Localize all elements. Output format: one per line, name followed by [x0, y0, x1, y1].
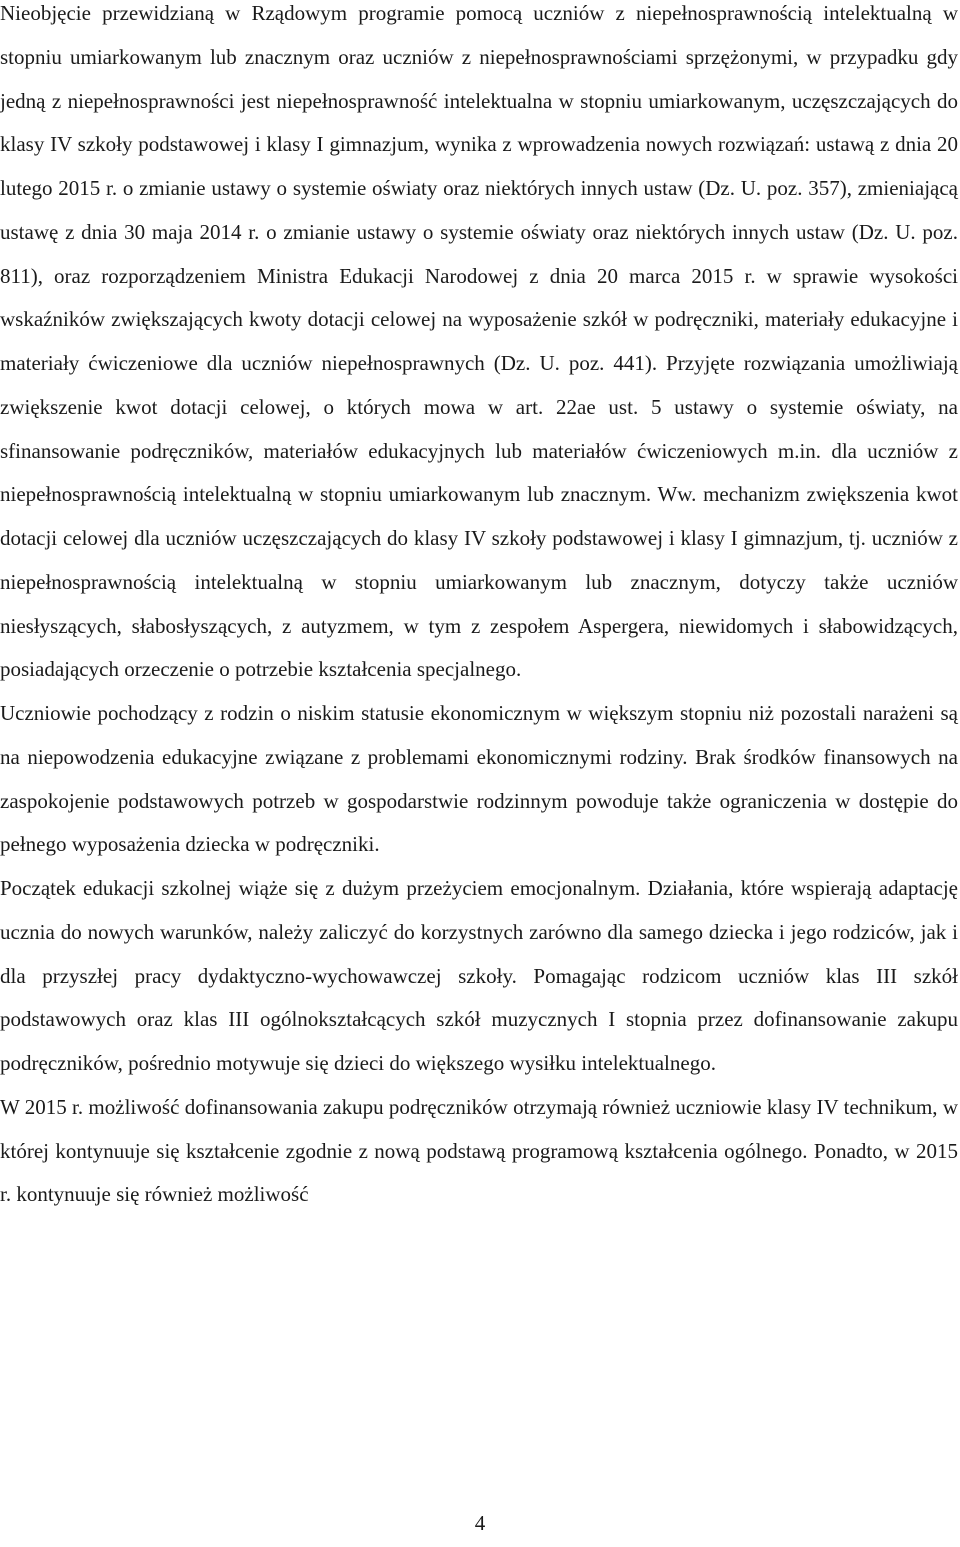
paragraph-4: W 2015 r. możliwość dofinansowania zakupu podręczników otrzymają również uczniowie klasy IV technikum, w której kontynuuje się kształcenie zgodnie z nową podstawą programową kształcenia ogólnego. Ponadto, w 2015 r. kontynuuje się również możliwość — [0, 1094, 958, 1207]
paragraph-3: Początek edukacji szkolnej wiąże się z dużym przeżyciem emocjonalnym. Działania, które wspierają adaptację ucznia do nowych warunków, należy zaliczyć do korzystnych zarówno dla samego dziecka i jego rodziców, jak i dla przyszłej pracy dydaktyczno-wychowawczej szkoły. Pomagając rodzicom uczniów klas III szkół podstawowych oraz klas III ogólnokształcących szkół muzycznych I stopnia przez dofinansowanie zakupu podręczników, pośrednio motywuje się dzieci do większego wysiłku intelektualnego. — [0, 876, 958, 1075]
paragraph-1: Nieobjęcie przewidzianą w Rządowym programie pomocą uczniów z niepełnosprawnością intelektualną w stopniu umiarkowanym lub znacznym oraz uczniów z niepełnosprawnościami sprzężonymi, w przypadku gdy jedną z niepełnosprawności jest niepełnosprawność intelektualna w stopniu umiarkowanym, uczęszczających do klasy IV szkoły podstawowej i klasy I gimnazjum, wynika z wprowadzenia nowych rozwiązań: ustawą z dnia 20 lutego 2015 r. o zmianie ustawy o systemie oświaty oraz niektórych innych ustaw (Dz. U. poz. 357), zmieniającą ustawę z dnia 30 maja 2014 r. o zmianie ustawy o systemie oświaty oraz niektórych innych ustaw (Dz. U. poz. 811), oraz rozporządzeniem Ministra Edukacji Narodowej z dnia 20 marca 2015 r. w sprawie wysokości wskaźników zwiększających kwoty dotacji celowej na wyposażenie szkół w podręczniki, materiały edukacyjne i materiały ćwiczeniowe dla uczniów niepełnosprawnych (Dz. U. poz. 441). Przyjęte rozwiązania umożliwiają zwiększenie kwot dotacji celowej, o których mowa w art. 22ae ust. 5 ustawy o systemie oświaty, na sfinansowanie podręczników, materiałów edukacyjnych lub materiałów ćwiczeniowych m.in. dla uczniów z niepełnosprawnością intelektualną w stopniu umiarkowanym lub znacznym. Ww. mechanizm zwiększenia kwot dotacji celowej dla uczniów uczęszczających do klasy IV szkoły podstawowej i klasy I gimnazjum, tj. uczniów z niepełnosprawnością intelektualną w stopniu umiarkowanym lub znacznym, dotyczy także uczniów niesłyszących, słabosłyszących, z autyzmem, w tym z zespołem Aspergera, niewidomych i słabowidzących, posiadających orzeczenie o potrzebie kształcenia specjalnego. — [0, 1, 958, 682]
paragraph-2: Uczniowie pochodzący z rodzin o niskim statusie ekonomicznym w większym stopniu niż pozostali narażeni są na niepowodzenia edukacyjne związane z problemami ekonomicznymi rodziny. Brak środków finansowych na zaspokojenie podstawowych potrzeb w gospodarstwie rodzinnym powoduje także ograniczenia w dostępie do pełnego wyposażenia dziecka w podręczniki. — [0, 701, 958, 857]
page-number: 4 — [474, 1511, 486, 1535]
